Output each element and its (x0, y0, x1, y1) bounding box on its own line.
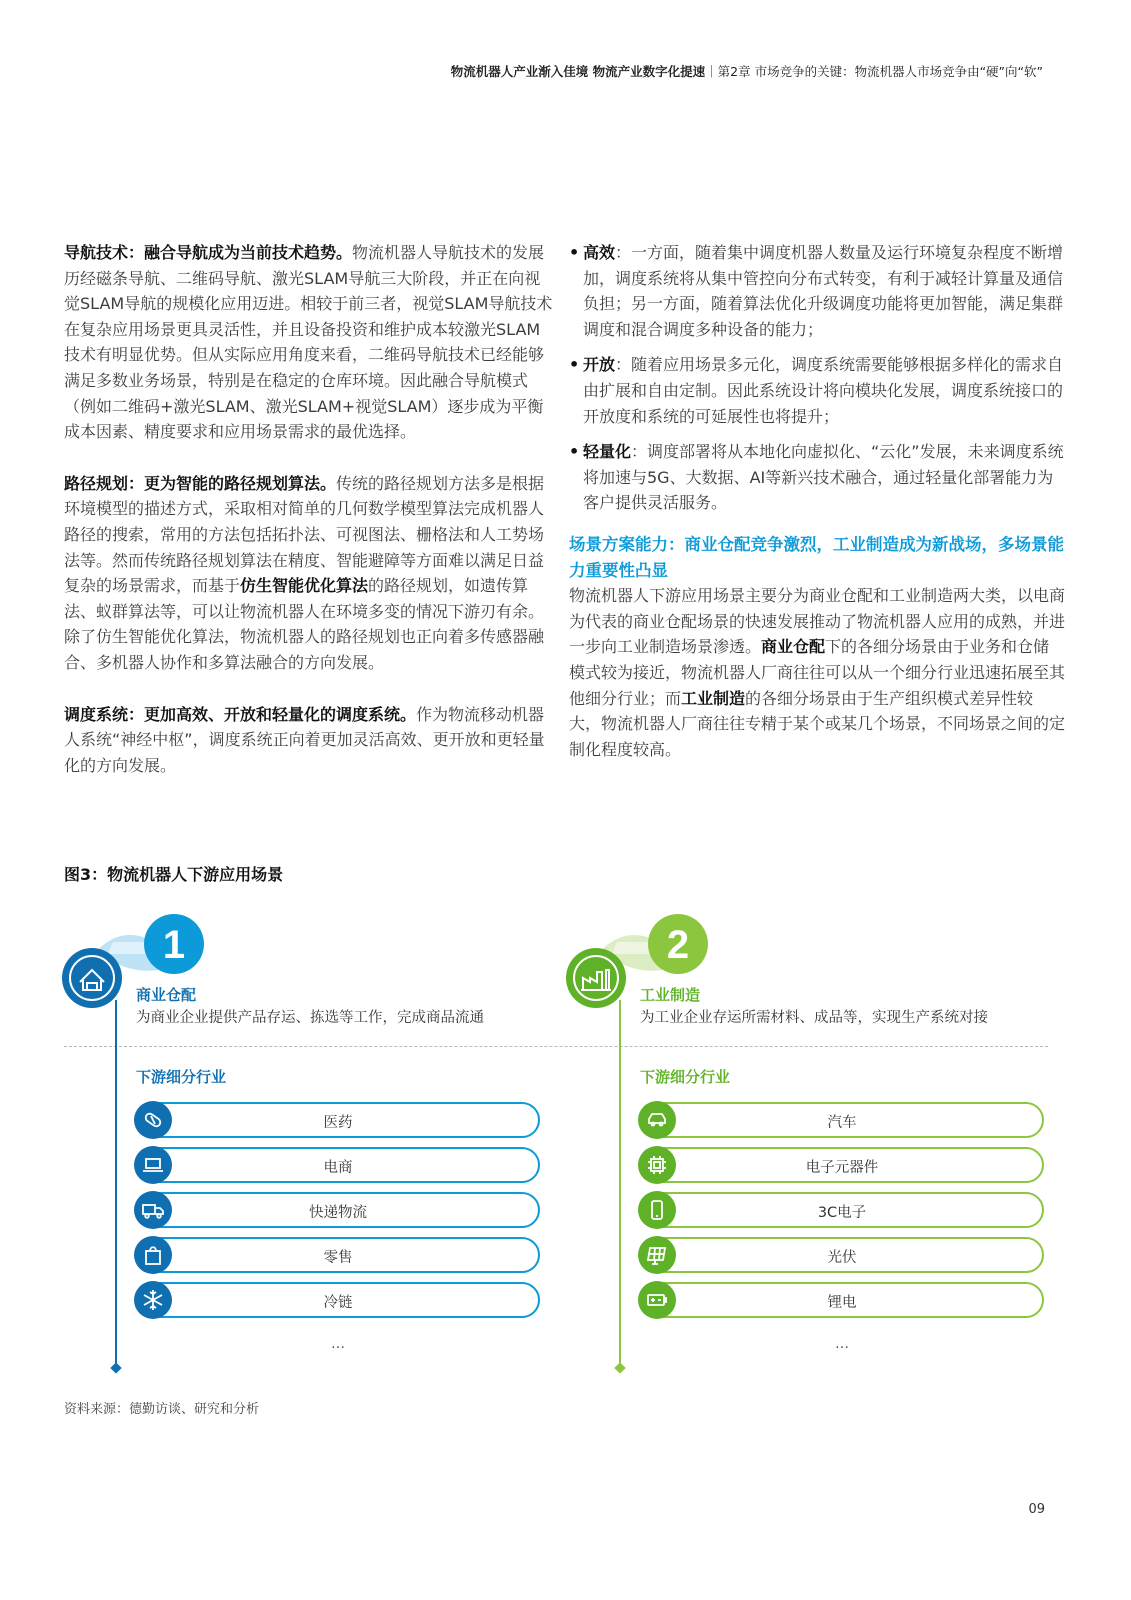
category-1-timeline (115, 1000, 117, 1366)
industry-pill-3c-electronics (640, 1192, 1044, 1228)
category-1-subtitle: 下游细分行业 (136, 1068, 227, 1086)
category-1-more: … (331, 1336, 345, 1352)
paragraph-lead: 导航技术：融合导航成为当前技术趋势。 (64, 243, 353, 262)
industry-pill-express (136, 1192, 540, 1228)
industry-pill-automotive (640, 1102, 1044, 1138)
bullet-dot: • (569, 355, 580, 375)
industry-pill-retail (136, 1237, 540, 1273)
category-1-timeline-end (110, 1362, 121, 1373)
bullet-lightweight (569, 439, 1065, 516)
category-2-timeline-end (614, 1362, 625, 1373)
category-1-description: 为商业企业提供产品存运、拣选等工作，完成商品流通 (136, 1010, 484, 1026)
category-2-description: 为工业企业存运所需材料、成品等，实现生产系统对接 (640, 1010, 988, 1026)
pill-label: 3C电子 (817, 1205, 867, 1221)
paragraph-lead: 路径规划：更为智能的路径规划算法。 (64, 473, 337, 493)
bullet-dot: • (569, 243, 580, 262)
bullet-text: ：随着应用场景多元化，调度系统需要能够根据多样化的需求自由扩展和自由定制。因此系统设计将向模块化发展，调度系统接口的开放度和系统的可延展性也将提升； (583, 355, 1064, 426)
paragraph-path-planning (64, 471, 556, 676)
section-heading-scenario: 场景方案能力：商业仓配竞争激烈，工业制造成为新战场，多场景能力重要性凸显 (569, 534, 1064, 580)
bullet-lead: 开放 (583, 355, 616, 375)
bullet-dot: • (569, 442, 580, 462)
bullet-lead: 高效 (583, 243, 616, 262)
category-2-subtitle: 下游细分行业 (640, 1068, 731, 1086)
paragraph-dispatch (64, 702, 556, 779)
right-column (569, 240, 1065, 762)
paragraph-text: 物流机器人下游应用场景主要分为商业仓配和工业制造两大类，以电商为代表的商业仓配场景的快速发展推动了物流机器人应用的成熟，并进一步向工业制造场景渗透。 (569, 586, 1066, 657)
category-2-timeline (619, 1000, 621, 1366)
paragraph-lead: 调度系统：更加高效、开放和轻量化的调度系统。 (64, 704, 417, 724)
paragraph-text: 的路径规划，如遗传算法、蚁群算法等，可以让物流机器人在环境多变的情况下游刃有余。除了仿生智能优化算法，物流机器人的路径规划也正向着多传感器融合、多机器人协作和多算法融合的方向发展。 (64, 576, 545, 672)
category-2-title: 工业制造 (640, 986, 701, 1004)
figure-title: 图3：物流机器人下游应用场景 (64, 865, 284, 884)
pill-label: 零售 (323, 1250, 353, 1266)
industry-pill-ecommerce (136, 1147, 540, 1183)
industry-pill-pharma (136, 1102, 540, 1138)
paragraph-text: 下的各细分场景由于业务和仓储模式较为接近，物流机器人厂商往往可以从一个细分行业迅速拓展至其他细分行业；而 (569, 637, 1066, 708)
industry-pill-lithium-battery (640, 1282, 1044, 1318)
bullet-efficient (569, 240, 1065, 342)
pill-label: 快递物流 (309, 1205, 367, 1221)
page-number: 09 (1028, 1502, 1045, 1517)
pill-label: 汽车 (827, 1115, 857, 1131)
industry-pill-cold-chain (136, 1282, 540, 1318)
paragraph-text: 的各细分场景由于生产组织模式差异性较大，物流机器人厂商往往专精于某个或某几个场景，不同场景之间的定制化程度较高。 (569, 688, 1066, 759)
pill-label: 光伏 (827, 1250, 857, 1266)
header-chapter: ｜第2章 市场竞争的关键：物流机器人市场竞争由“硬”向“软” (705, 64, 1043, 79)
paragraph-text: 作为物流移动机器人系统“神经中枢”，调度系统正向着更加灵活高效、更开放和更轻量化的方向发展。 (64, 704, 545, 775)
emphasis-text: 工业制造 (681, 688, 746, 708)
emphasis-text: 仿生智能优化算法 (240, 576, 369, 596)
pill-label: 锂电 (827, 1295, 857, 1311)
industry-pill-electronic-components (640, 1147, 1044, 1183)
category-1-title: 商业仓配 (136, 986, 197, 1004)
emphasis-text: 商业仓配 (761, 637, 826, 657)
paragraph-scenario (569, 583, 1065, 762)
divider-dashed (64, 1046, 1048, 1047)
left-column (64, 240, 556, 804)
pill-label: 冷链 (323, 1295, 353, 1311)
paragraph-text: 物流机器人导航技术的发展历经磁条导航、二维码导航、激光SLAM导航三大阶段，并正在向视觉SLAM导航的规模化应用迈进。相较于前三者，视觉SLAM导航技术在复杂应用场景更具灵活性，并且设备投资和维护成本较激光SLAM技术有明显优势。但从实际应用角度来看，二维码导航技术已经能够满足多数业务场景，特别是在稳定的仓库环境。因此融合导航模式（例如二维码+激光SLAM、激光SLAM+视觉SLAM）逐步成为平衡成本因素、精度要求和应用场景需求的最优选择。 (64, 243, 553, 442)
bullet-text: ：调度部署将从本地化向虚拟化、“云化”发展，未来调度系统将加速与5G、大数据、AI等新兴技术融合，通过轻量化部署能力为客户提供灵活服务。 (583, 442, 1064, 513)
paragraph-text: 传统的路径规划方法多是根据环境模型的描述方式，采取相对简单的几何数学模型算法完成机器人路径的搜索，常用的方法包括拓扑法、可视图法、栅格法和人工势场法等。然而传统路径规划算法在精度、智能避障等方面难以满足日益复杂的场景需求，而基于 (64, 473, 545, 596)
paragraph-navigation (64, 240, 556, 445)
source-note: 资料来源：德勤访谈、研究和分析 (64, 1402, 260, 1417)
category-2-number: 2 (666, 923, 690, 967)
category-1-number: 1 (162, 923, 186, 967)
bullet-lead: 轻量化 (583, 442, 632, 462)
pill-label: 电商 (323, 1160, 353, 1176)
category-2-more: … (835, 1336, 849, 1352)
pill-label: 电子元器件 (805, 1160, 879, 1176)
pill-label: 医药 (323, 1115, 353, 1131)
running-header (451, 62, 1043, 80)
header-report-title: 物流机器人产业渐入佳境 物流产业数字化提速 (450, 64, 706, 79)
bullet-open (569, 352, 1065, 429)
industry-pill-photovoltaic (640, 1237, 1044, 1273)
bullet-text: ：一方面，随着集中调度机器人数量及运行环境复杂程度不断增加，调度系统将从集中管控向分布式转变，有利于减轻计算量及通信负担；另一方面，随着算法优化升级调度功能将更加智能，满足集群调度和混合调度多种设备的能力； (583, 243, 1064, 339)
